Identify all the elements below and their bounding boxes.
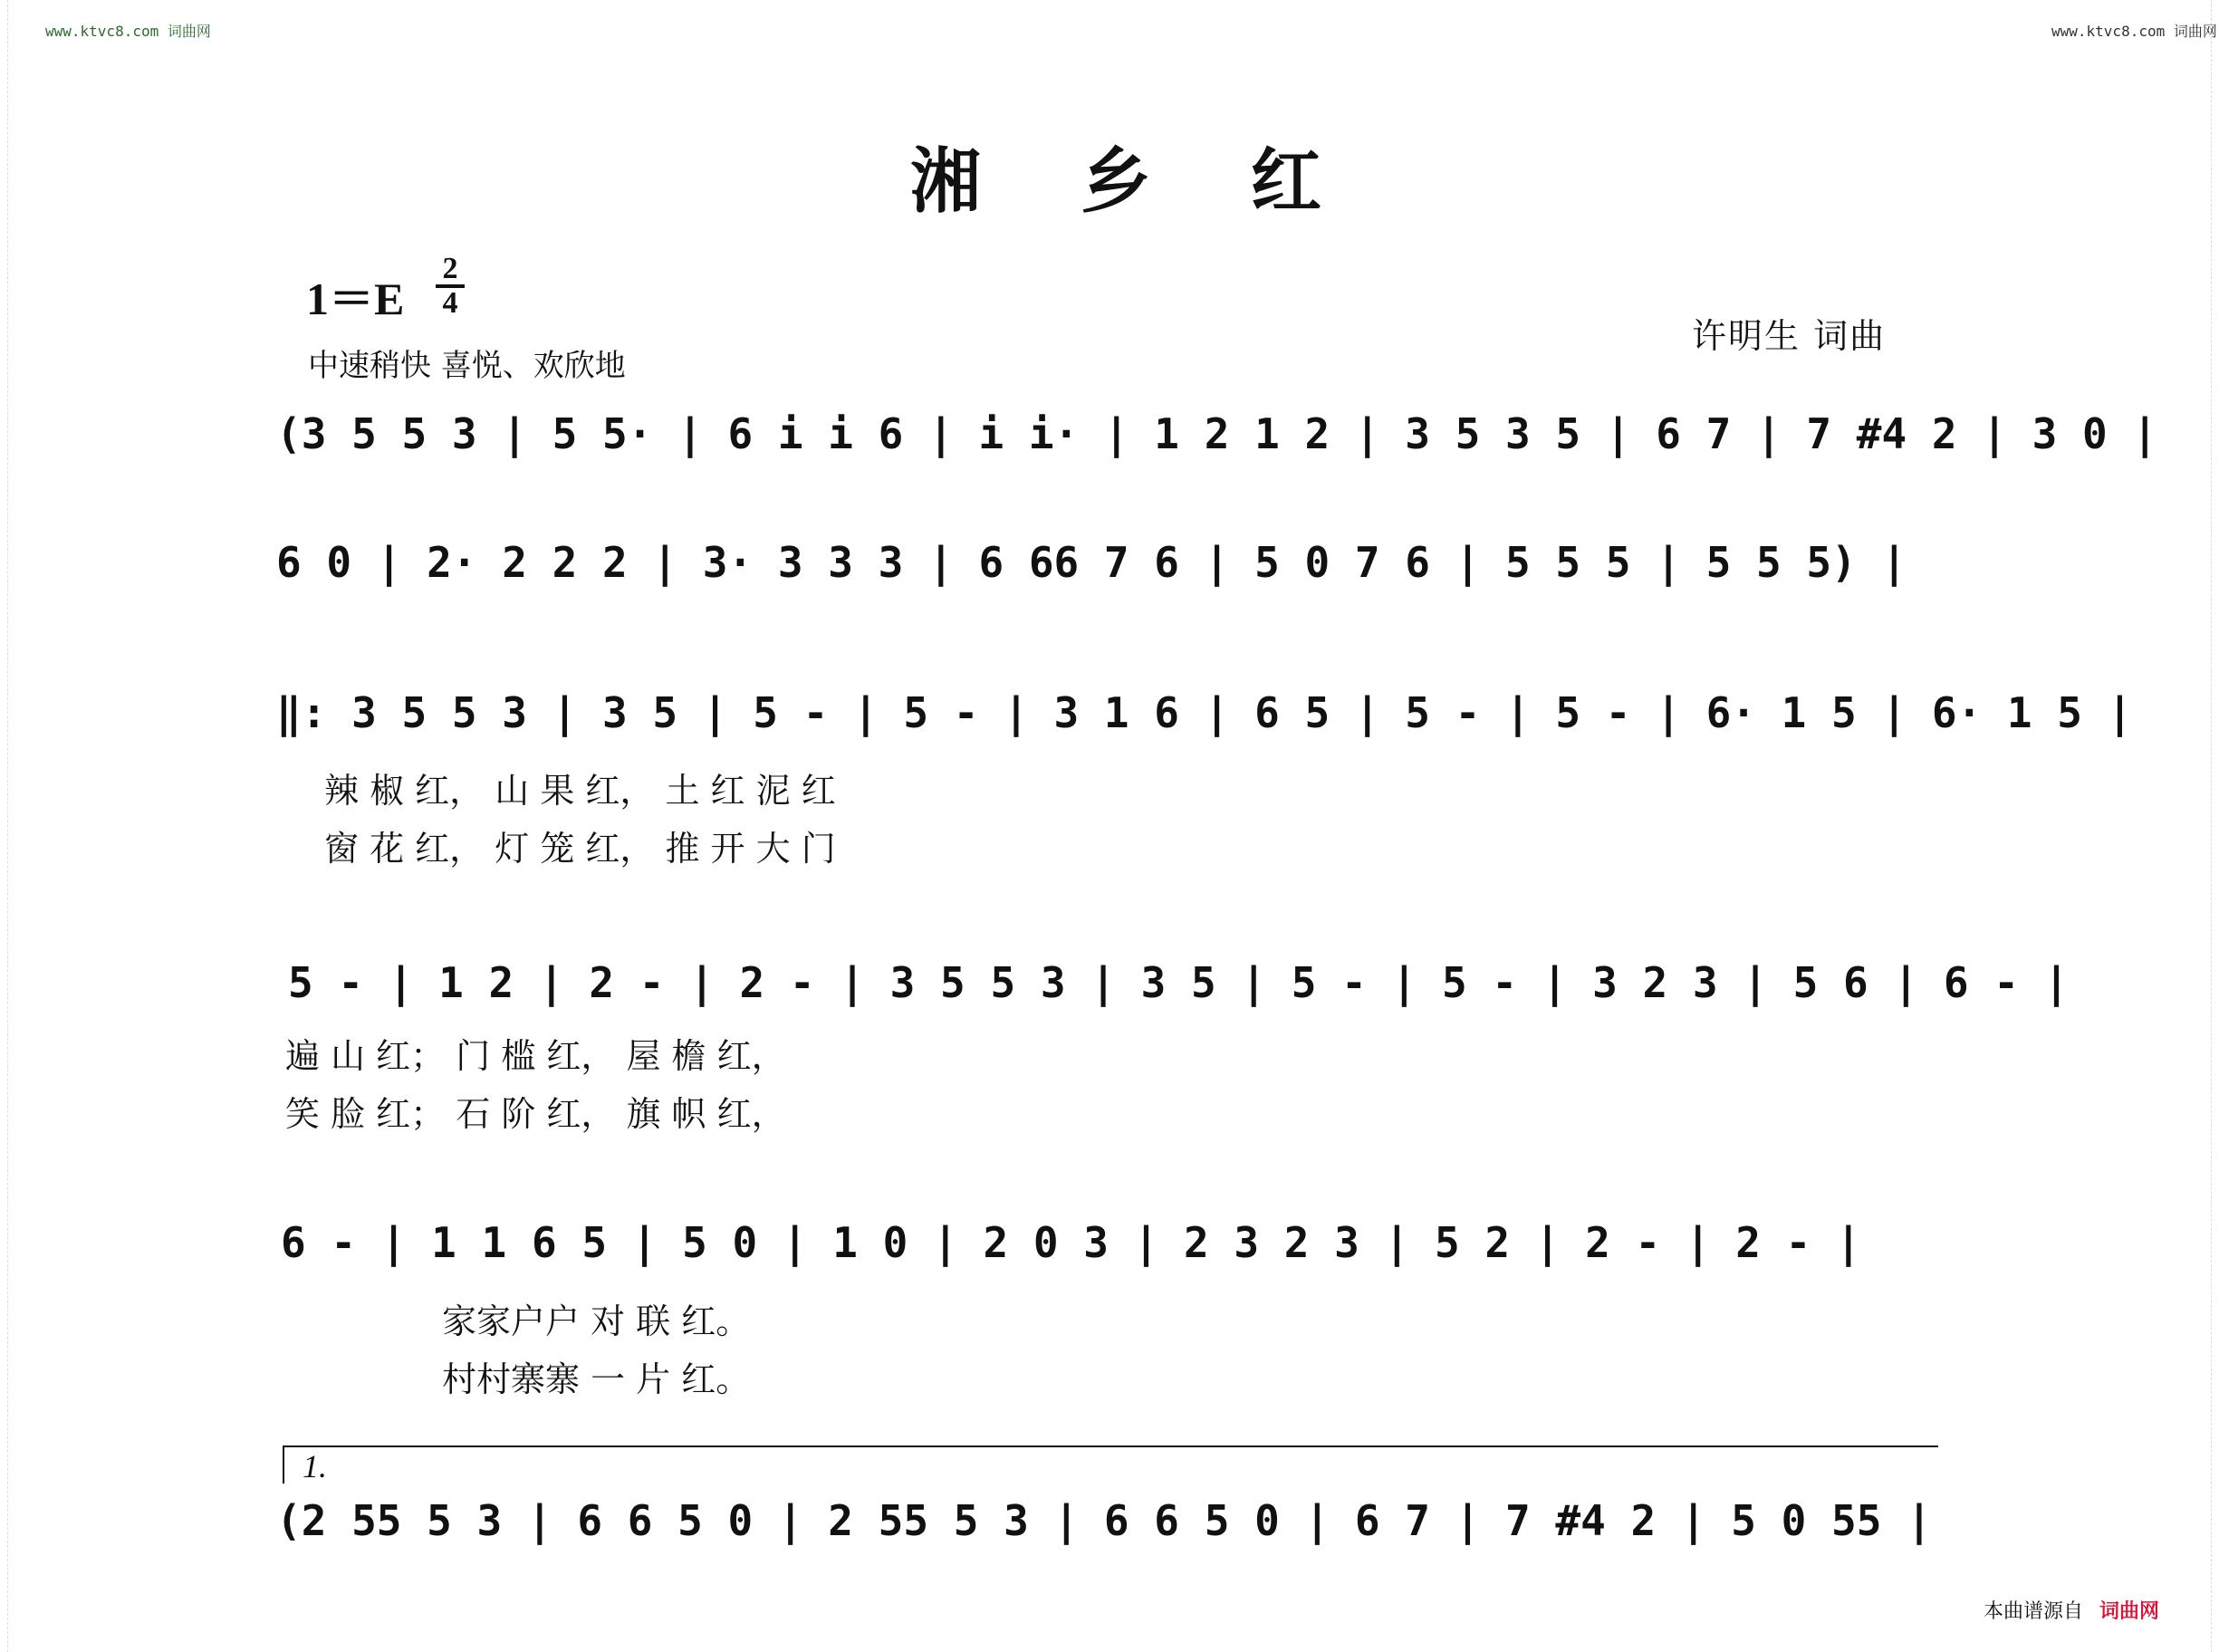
staff-line-5: 6 - | 1 1 6 5 | 5 0 | 1 0 | 2 0 3 | 2 3 2 3 | 5 2 | 2 - | 2 - | bbox=[281, 1218, 1861, 1267]
left-edge-strip bbox=[0, 0, 8, 1652]
right-edge-strip bbox=[2211, 0, 2219, 1652]
staff-line-6: (2 55 5 3 | 6 6 5 0 | 2 55 5 3 | 6 6 5 0 | 6 7 | 7 #4 2 | 5 0 55 | bbox=[276, 1496, 1932, 1545]
footer-brand-link[interactable]: 词曲网 bbox=[2099, 1600, 2160, 1623]
lyrics-line-4-verse-2: 笑 脸 红； 石 阶 红， 旗 帜 红， bbox=[285, 1094, 786, 1134]
staff-line-1: (3 5 5 3 | 5 5· | 6 i i 6 | i i· | 1 2 1 2 | 3 5 3 5 | 6 7 | 7 #4 2 | 3 0 | bbox=[276, 409, 2158, 458]
lyrics-line-3-verse-2: 窗 花 红， 灯 笼 红， 推 开 大 门 bbox=[324, 829, 836, 869]
staff-line-2: 6 0 | 2· 2 2 2 | 3· 3 3 3 | 6 66 7 6 | 5 0 7 6 | 5 5 5 | 5 5 5) | bbox=[276, 538, 1907, 587]
watermark-left: www.ktvc8.com 词曲网 bbox=[45, 23, 211, 40]
song-title: 湘乡红 bbox=[910, 140, 1422, 223]
volta-bracket bbox=[283, 1446, 1938, 1484]
lyrics-line-3-verse-1: 辣 椒 红， 山 果 红， 土 红 泥 红 bbox=[324, 771, 836, 811]
lyrics-line-5-verse-2: 村村寨寨 一 片 红。 bbox=[442, 1359, 751, 1399]
staff-line-4: 5 - | 1 2 | 2 - | 2 - | 3 5 5 3 | 3 5 | 5 - | 5 - | 3 2 3 | 5 6 | 6 - | bbox=[288, 958, 2070, 1007]
footer-attribution bbox=[1984, 1596, 2159, 1624]
time-denominator: 4 bbox=[442, 286, 458, 320]
lyrics-line-5-verse-1: 家家户户 对 联 红。 bbox=[442, 1301, 751, 1341]
watermark-right: www.ktvc8.com 词曲网 bbox=[2051, 23, 2217, 40]
time-numerator: 2 bbox=[442, 252, 458, 285]
volta-number: 1. bbox=[303, 1448, 327, 1484]
staff-line-3: ‖: 3 5 5 3 | 3 5 | 5 - | 5 - | 3 1 6 | 6 5 | 5 - | 5 - | 6· 1 5 | 6· 1 5 | bbox=[276, 688, 2133, 737]
footer-source-text: 本曲谱源自 bbox=[1984, 1600, 2084, 1623]
key-signature: 1＝E bbox=[306, 274, 405, 324]
composer-credit: 许明生 词曲 bbox=[1692, 316, 1887, 356]
time-signature bbox=[432, 252, 468, 320]
lyrics-line-4-verse-1: 遍 山 红； 门 槛 红， 屋 檐 红， bbox=[285, 1036, 786, 1076]
tempo-marking: 中速稍快 喜悦、欢欣地 bbox=[308, 348, 626, 384]
